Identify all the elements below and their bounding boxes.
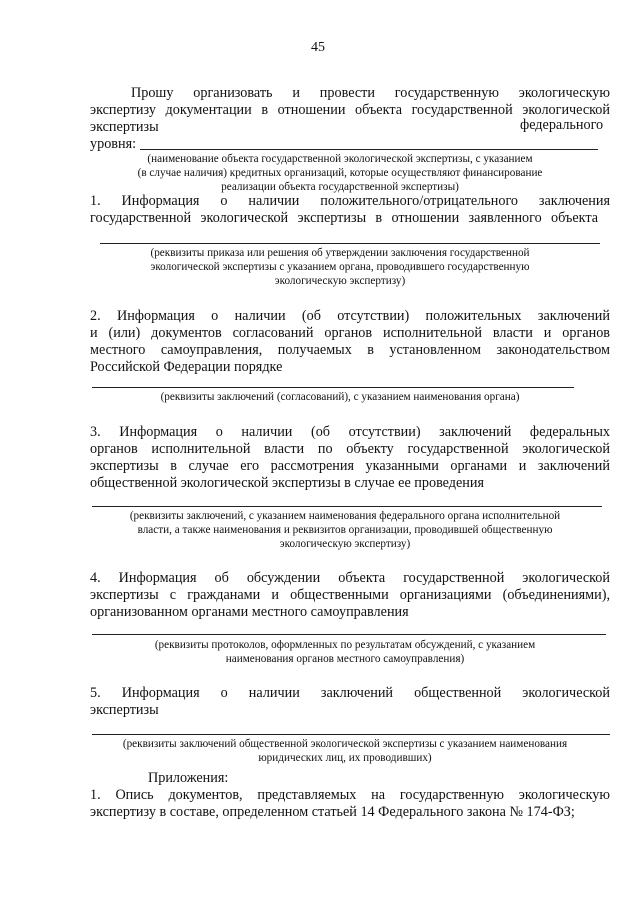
intro-line-1: Прошу организовать и провести государственную экологическую (131, 85, 610, 101)
item-3-line-1: 3. Информация о наличии (об отсутствии) заключений федеральных (90, 424, 610, 440)
item-1-line-1: 1. Информация о наличии положительного/отрицательного заключения (90, 193, 610, 209)
item-5-caption-2: юридических лиц, их проводивших) (258, 752, 432, 764)
item-5-line-1: 5. Информация о наличии заключений общественной экологической (90, 685, 610, 701)
item-5-caption-1: (реквизиты заключений общественной экологической экспертизы с указанием наименования (122, 738, 568, 750)
attachments-heading: Приложения: (148, 770, 229, 786)
item-1-line-2: государственной экологической экспертизы в отношении заявленного объекта (90, 210, 598, 226)
intro-line-2: экспертизу документации в отношении объекта государственной экологической (90, 102, 610, 118)
intro-line-3-left: экспертизы (90, 119, 159, 135)
intro-line-4: уровня: (90, 136, 137, 152)
item-2-line-2: и (или) документов согласований органов исполнительной власти и органов (90, 325, 610, 341)
item-4-line-3: организованном органами местного самоуправления (90, 604, 409, 620)
page-number: 45 (311, 40, 325, 55)
item-3-caption-2: власти, а также наименования и реквизитов организации, проводившей общественную (137, 524, 553, 536)
item-4-line-1: 4. Информация об обсуждении объекта государственной экологической (90, 570, 610, 586)
item-2-line-1: 2. Информация о наличии (об отсутствии) положительных заключений (90, 308, 610, 324)
item-2-line-4: Российской Федерации порядке (90, 359, 283, 375)
item-3-line-4: общественной экологической экспертизы в случае ее проведения (90, 475, 485, 491)
item-3-fill-line (92, 506, 602, 507)
item-4-caption-2: наименования органов местного самоуправления) (225, 653, 465, 665)
item-1-caption-1: (реквизиты приказа или решения об утверждении заключения государственной (150, 247, 530, 259)
item-2-line-3: местного самоуправления, получаемых в установленном законодательством (90, 342, 610, 358)
item-1-caption-2: экологической экспертизы с указанием органа, проводившего государственную (150, 261, 530, 273)
intro-caption-3: реализации объекта государственной экспертизы) (221, 181, 459, 193)
intro-line-3-right: федерального (520, 117, 604, 133)
item-5-line-2: экспертизы (90, 702, 159, 718)
item-5-fill-line (92, 734, 610, 735)
item-3-caption-3: экологическую экспертизу) (279, 538, 411, 550)
attachment-1-line-2: экспертизу в составе, определенном статьей 14 Федерального закона № 174-ФЗ; (90, 804, 575, 820)
intro-caption-2: (в случае наличия) кредитных организаций, которые осуществляют финансирование (137, 167, 543, 179)
item-1-fill-line (100, 243, 600, 244)
item-2-caption-1: (реквизиты заключений (согласований), с указанием наименования органа) (160, 391, 520, 403)
item-2-fill-line (92, 387, 574, 388)
item-4-line-2: экспертизы с гражданами и общественными организациями (объединениями), (90, 587, 610, 603)
item-3-line-2: органов исполнительной власти по объекту государственной экологической (90, 441, 610, 457)
item-1-caption-3: экологическую экспертизу) (274, 275, 406, 287)
item-4-caption-1: (реквизиты протоколов, оформленных по результатам обсуждений, с указанием (154, 639, 536, 651)
item-4-fill-line (92, 634, 606, 635)
attachment-1-line-1: 1. Опись документов, представляемых на государственную экологическую (90, 787, 610, 803)
intro-caption-1: (наименование объекта государственной экологической экспертизы, с указанием (147, 153, 533, 165)
item-3-caption-1: (реквизиты заключений, с указанием наименования федерального органа исполнительной (129, 510, 561, 522)
item-3-line-3: экспертизы в случае его рассмотрения указанными органами и заключений (90, 458, 610, 474)
intro-fill-line (140, 149, 598, 150)
